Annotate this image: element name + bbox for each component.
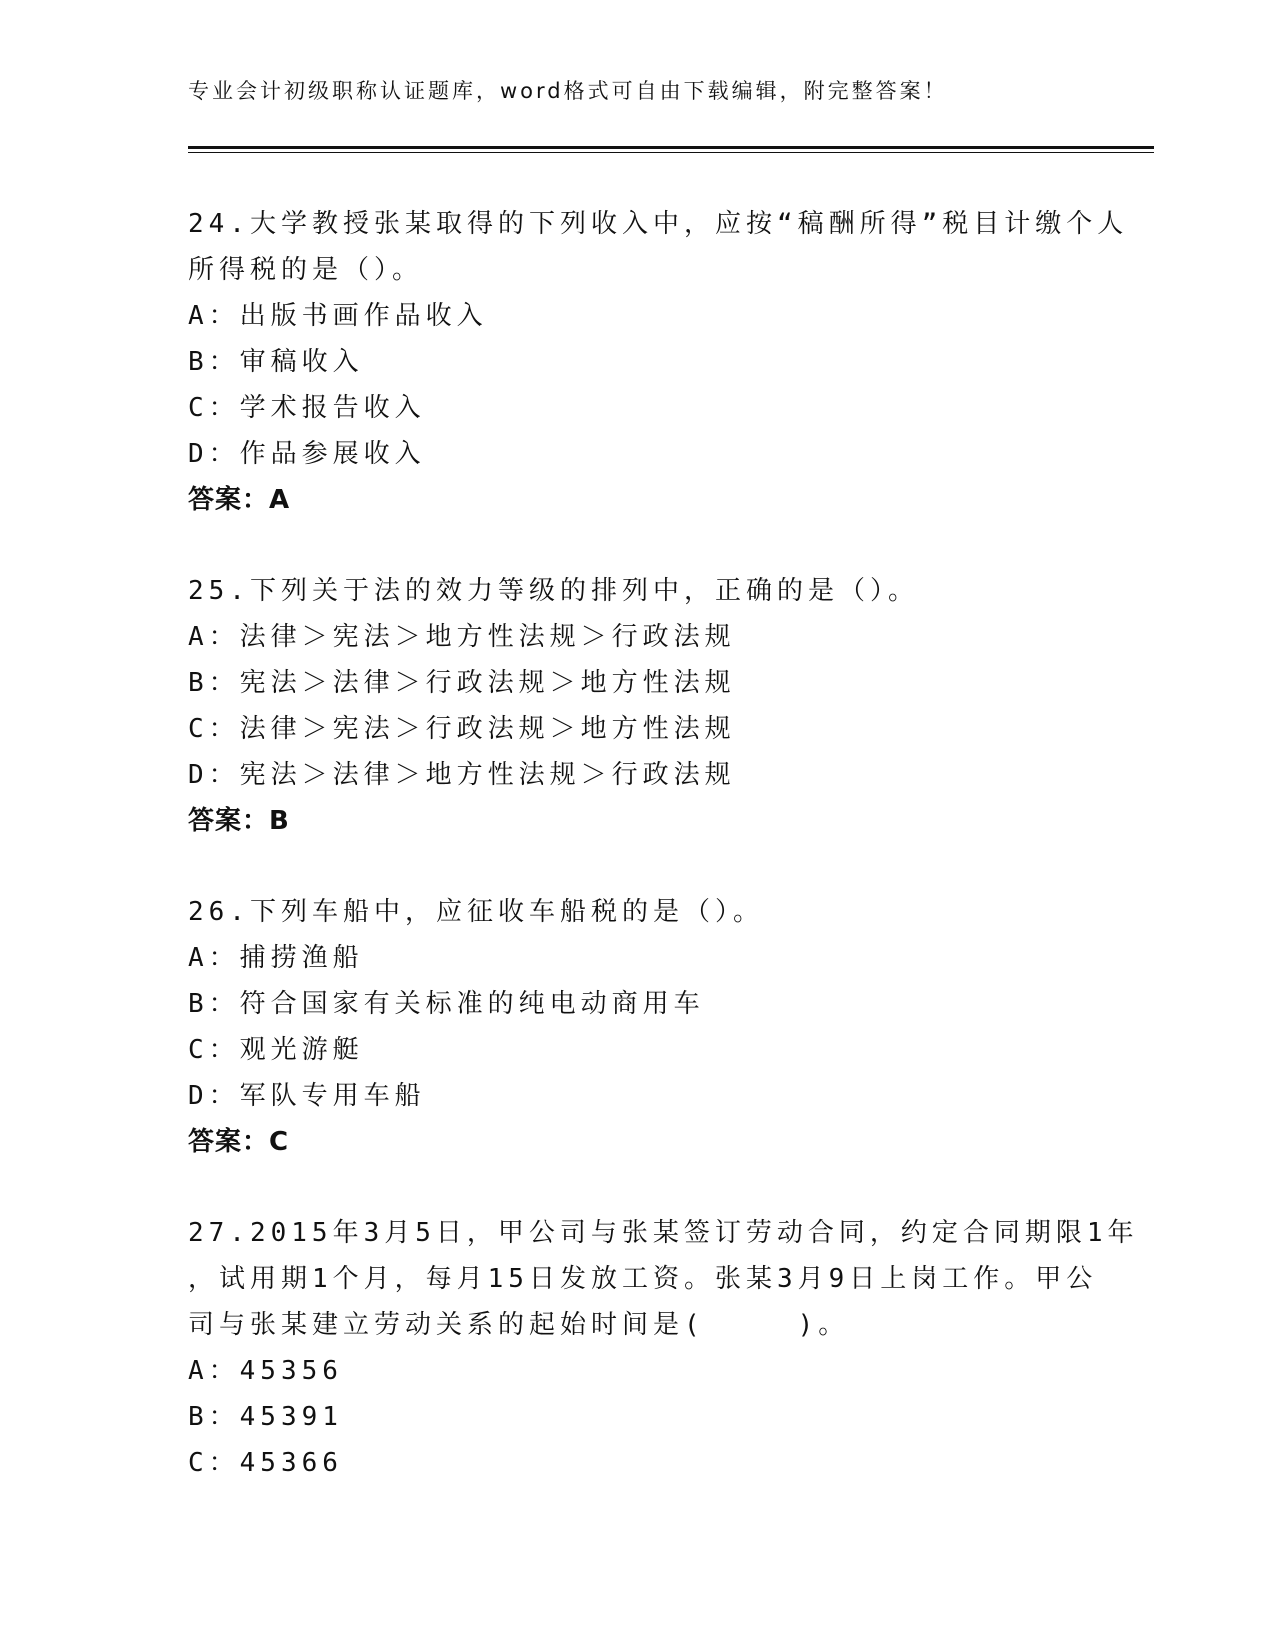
header-rule-thin xyxy=(188,152,1154,153)
option-b: B：45391 xyxy=(188,1402,343,1432)
question-stem: 24.大学教授张某取得的下列收入中，应按“稿酬所得”税目计缴个人 xyxy=(188,209,1129,239)
option-c: C：45366 xyxy=(188,1448,343,1478)
option-d: D：作品参展收入 xyxy=(188,439,426,469)
question-26 xyxy=(188,889,1088,1165)
question-stem: 司与张某建立劳动关系的起始时间是( )。 xyxy=(188,1310,850,1340)
answer: 答案：B xyxy=(188,806,290,836)
option-b: B：符合国家有关标准的纯电动商用车 xyxy=(188,989,705,1019)
question-27 xyxy=(188,1210,1139,1486)
question-24 xyxy=(188,201,1129,523)
option-a: A：法律＞宪法＞地方性法规＞行政法规 xyxy=(188,622,736,652)
page-header: 专业会计初级职称认证题库，word格式可自由下载编辑，附完整答案！ xyxy=(188,79,948,103)
option-d: D：宪法＞法律＞地方性法规＞行政法规 xyxy=(188,760,736,790)
question-stem: 所得税的是（）。 xyxy=(188,255,424,285)
option-c: C：观光游艇 xyxy=(188,1035,364,1065)
question-stem: 25.下列关于法的效力等级的排列中，正确的是（）。 xyxy=(188,576,919,606)
option-b: B：宪法＞法律＞行政法规＞地方性法规 xyxy=(188,668,736,698)
answer: 答案：C xyxy=(188,1127,290,1157)
question-stem: 27.2015年3月5日，甲公司与张某签订劳动合同，约定合同期限1年 xyxy=(188,1218,1139,1248)
answer: 答案：A xyxy=(188,485,291,515)
option-b: B：审稿收入 xyxy=(188,347,364,377)
header-rule-thick xyxy=(188,146,1154,149)
option-a: A：捕捞渔船 xyxy=(188,943,364,973)
option-a: A：45356 xyxy=(188,1356,343,1386)
question-list xyxy=(188,201,1139,1531)
option-d: D：军队专用车船 xyxy=(188,1081,426,1111)
option-c: C：学术报告收入 xyxy=(188,393,426,423)
question-stem: ，试用期1个月，每月15日发放工资。张某3月9日上岗工作。甲公 xyxy=(188,1264,1098,1294)
question-stem: 26.下列车船中，应征收车船税的是（）。 xyxy=(188,897,764,927)
option-c: C：法律＞宪法＞行政法规＞地方性法规 xyxy=(188,714,736,744)
question-25 xyxy=(188,568,1088,844)
option-a: A：出版书画作品收入 xyxy=(188,301,488,331)
